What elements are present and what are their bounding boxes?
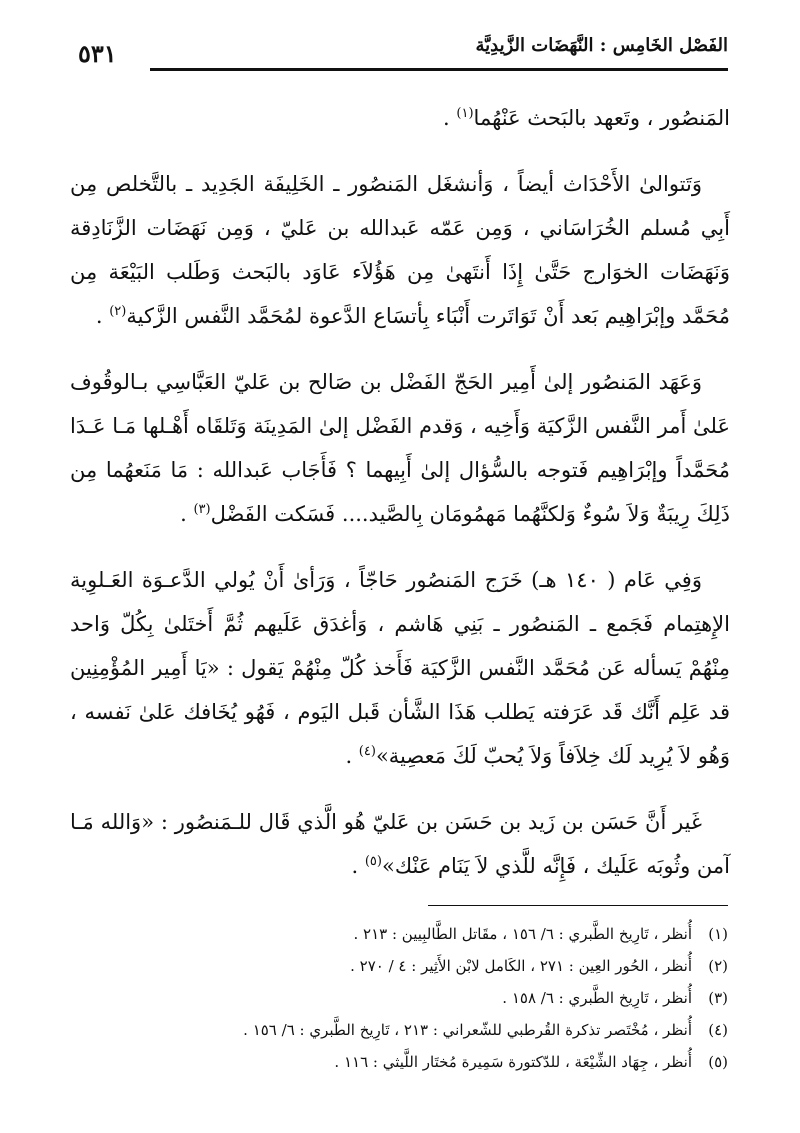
- paragraph-text: وَفِي عَام ( ١٤٠ هـ) خَرَج المَنصُور حَاجّاً ، وَرَأىٰ أَنْ يُولي الدَّعـوَة العَـلوِية الإِهتِمام فَجَمع ـ المَنصُور ـ بَنِي هَاشم ، وَأغدَق عَلَيهم ثُمَّ أَختَلىٰ بِكُلّ وَاحد مِنْهُمْ يَسأله عَن مُحَمَّد النَّفس الزَّكيَة فَأَخذ كُلّ مِنْهُمْ يَقول : «يَا أَمِير المُؤْمِنِين قد عَلِم أَنَّك قَد عَرَفته يَطلب هَذَا الشَّأن قَبل اليَوم ، فَهُو يُخَافك عَلىٰ نَفسه ، وَهُو لاَ يُرِيد لَك خِلاَفاً وَلاَ يُحبّ لَكَ مَعصِية»: [70, 568, 730, 768]
- paragraph-text: وَتَتوالىٰ الأَحْدَاث أيضاً ، وَأنشغَل المَنصُور ـ الخَلِيفَة الجَدِيد ـ بالتَّخلص مِن أَبِي مُسلم الخُرَاسَاني ، وَمِن عَمّه عَبدالله بن عَليّ ، وَمِن نَهَضَات الزَّنَادِقة وَنَهَضَات الخوَارج حَتَّىٰ إِذَا أَنتَهىٰ مِن هَؤُلاَء عَاوَد بالبَحث وَطَلب البَيْعَة مِن مُحَمَّد وإبْرَاهِيم بَعد أَنْ تَوَاتَرت أَنْبَاء بِأتسَاع الدَّعوة لمُحَمَّد النَّفس الزَّكية: [70, 172, 730, 328]
- paragraph-text: وَعَهَد المَنصُور إلىٰ أَمِير الحَجّ الفَضْل بن صَالح بن عَليّ العَبَّاسِي بـالوقُوف عَلىٰ أَمر النَّفس الزَّكيَة وَأَخِيه ، وَقدم الفَضْل إلىٰ المَدِينَة وَتَلقَاه أَهْـلها مَـا عَـدَا مُحَمَّداً وإبْرَاهِيم فَتوجه بالسُّؤال إلىٰ أَبِيهما ؟ فَأَجَاب عَبدالله : مَا مَنَعهُما مِن ذَلِكَ رِيبَةٌ وَلاَ سُوءٌ وَلكنَّهُما مَهمُومَان بِالصَّيد.... فَسَكت الفَضْل: [70, 370, 730, 526]
- footnote-number: (٣): [708, 989, 728, 1007]
- page-number: ٥٣١: [78, 39, 117, 68]
- footnote-text: أُنظر ، الحُور العِين : ٢٧١ ، الكَامل لابْن الأَثِير : ٤ / ٢٧٠ .: [350, 957, 692, 975]
- paragraph-end: .: [345, 744, 359, 768]
- footnote: [120, 1046, 728, 1078]
- footnote-reference: (١): [456, 106, 474, 121]
- paragraph: [70, 162, 730, 338]
- paragraph: [70, 96, 730, 140]
- footnote-number: (٢): [708, 957, 728, 975]
- page-header: [78, 34, 728, 74]
- footnote: [120, 950, 728, 982]
- footnote-number: (١): [708, 925, 728, 943]
- paragraph: [70, 800, 730, 888]
- paragraph-end: .: [351, 854, 365, 878]
- footnote-separator: [428, 905, 728, 906]
- footnote: [120, 1014, 728, 1046]
- paragraph-text: المَنصُور ، وتَعهد بالبَحث عَنْهُما: [473, 106, 730, 130]
- footnote-text: أُنظر ، تَارِيخ الطَّبري : ٦/ ١٥٨ .: [502, 989, 692, 1007]
- footnote-reference: (٣): [193, 502, 211, 517]
- paragraph-end: .: [180, 502, 194, 526]
- footnotes: [120, 918, 728, 1078]
- running-title: الفَصْل الخَامِس : النَّهَضَات الزَّيدِيَّة: [475, 35, 728, 56]
- body-text: [70, 96, 730, 910]
- paragraph: [70, 360, 730, 536]
- footnote: [120, 982, 728, 1014]
- paragraph-text: غَير أَنَّ حَسَن بن زَيد بن حَسَن بن عَليّ هُو الَّذي قَال للـمَنصُور : «وَالله مَـا آمن وثُوبَه عَلَيك ، فَإِنَّه للَّذي لاَ يَنَام عَنْك»: [70, 810, 730, 878]
- header-rule: [150, 68, 728, 71]
- footnote-reference: (٤): [358, 744, 376, 759]
- paragraph-end: .: [95, 304, 110, 328]
- footnote: [120, 918, 728, 950]
- footnote-text: أُنظر ، جِهَاد الشِّيْعَة ، للدّكتورة سَمِيرة مُختَار اللَّيثي : ١١٦ .: [334, 1053, 692, 1071]
- footnote-reference: (٥): [364, 854, 382, 869]
- paragraph-end: .: [443, 106, 457, 130]
- footnote-number: (٤): [708, 1021, 728, 1039]
- paragraph: [70, 558, 730, 778]
- footnote-reference: (٢): [109, 304, 127, 319]
- footnote-text: أُنظر ، تَارِيخ الطَّبري : ٦/ ١٥٦ ، مقَاتل الطَّالبِيين : ٢١٣ .: [353, 925, 692, 943]
- footnote-text: أُنظر ، مُخْتَصر تذكرة القُرطبي للشّعراني : ٢١٣ ، تَارِيخ الطَّبري : ٦/ ١٥٦ .: [243, 1021, 692, 1039]
- footnote-number: (٥): [708, 1053, 728, 1071]
